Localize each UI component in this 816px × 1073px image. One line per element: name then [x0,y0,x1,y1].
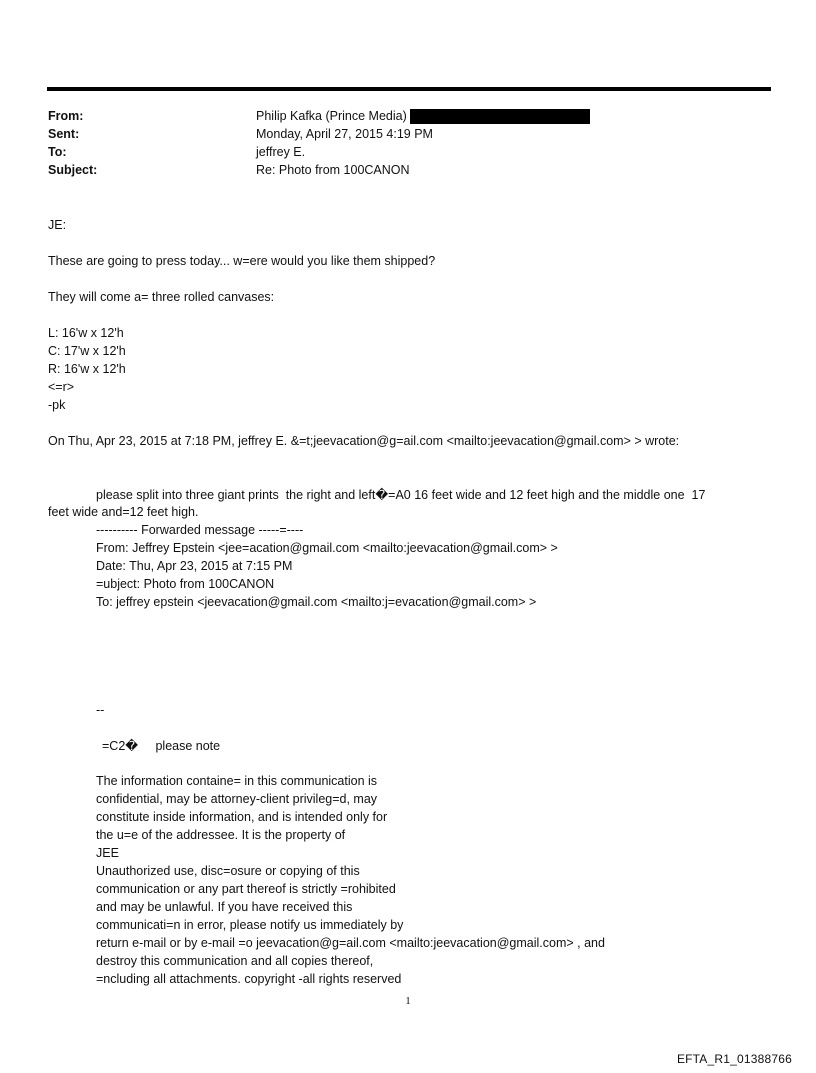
disclaimer-line: destroy this communication and all copies thereof, [96,954,374,968]
greeting: JE: [48,218,67,232]
disclaimer-line: constitute inside information, and is intended only for [96,810,388,824]
disclaimer-line: the u=e of the addressee. It is the property of [96,828,346,842]
subject-row [48,161,768,179]
document-id: EFTA_R1_01388766 [676,1052,792,1066]
forward-subject: =ubject: Photo from 100CANON [96,577,275,591]
from-row [48,107,768,125]
signature-dashes: -- [96,703,105,717]
quote-intro: On Thu, Apr 23, 2015 at 7:18 PM, jeffrey E. &=t;jeevacation@g=ail.com <mailto:jeevacation@gmail.com> > wrote: [48,434,680,448]
disclaimer-line: communication or any part thereof is strictly =rohibited [96,882,396,896]
please-note: =C2� please note [102,739,221,753]
disclaimer-line: communicati=n in error, please notify us immediately by [96,918,404,932]
from-value-wrap [256,107,590,125]
signoff: -pk [48,398,66,412]
forward-from: From: Jeffrey Epstein <jee=acation@gmail.com <mailto:jeevacation@gmail.com> > [96,541,558,555]
disclaimer-line: and may be unlawful. If you have received this [96,900,353,914]
top-rule [47,87,771,91]
disclaimer-line: Unauthorized use, disc=osure or copying of this [96,864,360,878]
from-value: Philip Kafka (Prince Media) [256,109,407,123]
body-line-canvases: They will come a= three rolled canvases: [48,290,275,304]
forward-date: Date: Thu, Apr 23, 2015 at 7:15 PM [96,559,293,573]
br-code: <=r> [48,380,75,394]
from-label: From: [48,109,84,123]
dimension-center: C: 17'w x 12'h [48,344,126,358]
disclaimer-line: =ncluding all attachments. copyright -all rights reserved [96,972,402,986]
disclaimer-line: JEE [96,846,119,860]
disclaimer-line: The information containe= in this communication is [96,774,378,788]
dimension-left: L: 16'w x 12'h [48,326,124,340]
email-header [48,107,768,179]
to-label: To: [48,145,67,159]
sent-row [48,125,768,143]
dimension-right: R: 16'w x 12'h [48,362,126,376]
sent-value: Monday, April 27, 2015 4:19 PM [256,127,433,141]
to-value: jeffrey E. [256,145,306,159]
forward-to: To: jeffrey epstein <jeevacation@gmail.com <mailto:j=evacation@gmail.com> > [96,595,537,609]
disclaimer-line: confidential, may be attorney-client privileg=d, may [96,792,378,806]
instruction-line-2: feet wide and=12 feet high. [48,505,199,519]
disclaimer-line: return e-mail or by e-mail =o jeevacation@g=ail.com <mailto:jeevacation@gmail.com> , and [96,936,605,950]
redaction-box [410,109,590,124]
sent-label: Sent: [48,127,80,141]
body-line-press: These are going to press today... w=ere would you like them shipped? [48,254,436,268]
subject-label: Subject: [48,163,98,177]
instruction-line-1: please split into three giant prints the right and left�=A0 16 feet wide and 12 feet high and the middle one 17 [96,488,706,502]
subject-value: Re: Photo from 100CANON [256,163,410,177]
page-number: 1 [405,995,411,1007]
forward-header: ---------- Forwarded message -----=---- [96,523,304,537]
to-row [48,143,768,161]
